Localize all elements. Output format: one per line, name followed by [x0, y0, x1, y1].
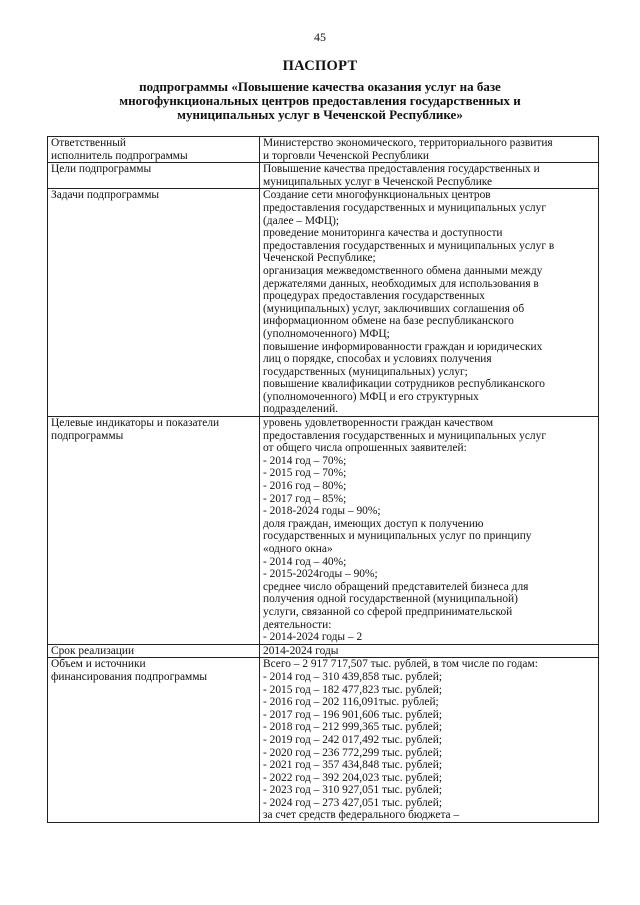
value-line: - 2014 год – 70%;	[263, 454, 347, 467]
row-label-cell	[48, 137, 260, 163]
value-line: Повышение качества предоставления государственных и	[263, 163, 540, 176]
value-line: информационном обмене на базе республиканского	[263, 315, 514, 328]
value-line: 2014-2024 годы	[263, 644, 339, 657]
value-line: - 2016 год – 80%;	[263, 480, 347, 493]
value-line: - 2022 год – 392 204,023 тыс. рублей;	[263, 771, 442, 784]
subtitle-line: многофункциональных центров предоставления государственных и	[119, 93, 521, 108]
row-value-cell	[260, 163, 599, 189]
row-value-cell	[260, 189, 599, 417]
value-line: доля граждан, имеющих доступ к получению	[263, 517, 484, 530]
row-value-cell	[260, 644, 599, 658]
label-line: исполнитель подпрограммы	[51, 149, 188, 162]
value-line: - 2018-2024 годы – 90%;	[263, 505, 381, 518]
value-line: среднее число обращений представителей бизнеса для	[263, 580, 529, 593]
value-line: процедурах предоставления государственных	[263, 290, 485, 303]
value-line: - 2020 год – 236 772,299 тыс. рублей;	[263, 746, 442, 759]
value-line: повышение квалификации сотрудников республиканского	[263, 378, 545, 391]
value-line: и торговли Чеченской Республики	[263, 149, 429, 162]
value-line: государственных (муниципальных) услуг;	[263, 365, 468, 378]
value-line: - 2017 год – 196 901,606 тыс. рублей;	[263, 708, 442, 721]
label-line: Ответственный	[51, 137, 127, 149]
label-line: Объем и источники	[51, 658, 146, 671]
value-line: (уполномоченного) МФЦ и его структурных	[263, 390, 479, 403]
value-line: от общего числа опрошенных заявителей:	[263, 442, 467, 455]
value-line: - 2021 год – 357 434,848 тыс. рублей;	[263, 759, 442, 772]
value-line: Создание сети многофункциональных центров	[263, 189, 491, 202]
table-row	[48, 417, 599, 645]
label-line: Срок реализации	[51, 644, 135, 657]
value-line: «одного окна»	[263, 543, 333, 555]
value-line: за счет средств федерального бюджета –	[263, 809, 460, 822]
document-title: ПАСПОРТ	[282, 58, 358, 74]
value-line: подразделений.	[263, 403, 339, 416]
value-line: предоставления государственных и муниципальных услуг	[263, 201, 546, 214]
value-line: (далее – МФЦ);	[263, 214, 340, 227]
row-value-cell	[260, 417, 599, 645]
subtitle-line: подпрограммы «Повышение качества оказания услуг на базе	[139, 79, 501, 94]
value-line: уровень удовлетворенности граждан качеством	[263, 417, 494, 430]
row-value-cell	[260, 658, 599, 823]
value-line: деятельности:	[263, 618, 332, 631]
value-line: проведение мониторинга качества и доступности	[263, 227, 503, 240]
value-line: (муниципальных) услуг, заключивших соглашения об	[263, 302, 525, 315]
value-line: - 2024 год – 273 427,051 тыс. рублей;	[263, 796, 442, 809]
row-label-cell	[48, 644, 260, 658]
row-label-cell	[48, 417, 260, 645]
table-row	[48, 137, 599, 163]
table-row	[48, 658, 599, 823]
page-number: 45	[314, 30, 326, 44]
table-row	[48, 163, 599, 189]
label-line: подпрограммы	[51, 429, 124, 442]
value-line: - 2015 год – 182 477,823 тыс. рублей;	[263, 683, 442, 696]
row-label-cell	[48, 658, 260, 823]
value-line: - 2016 год – 202 116,091тыс. рублей;	[263, 696, 439, 709]
table-row	[48, 189, 599, 417]
label-line: Целевые индикаторы и показатели	[51, 417, 220, 430]
label-line: финансирования подпрограммы	[51, 670, 208, 683]
value-line: муниципальных услуг в Чеченской Республике	[263, 175, 493, 188]
value-line: - 2014-2024 годы – 2	[263, 631, 363, 644]
value-line: - 2017 год – 85%;	[263, 492, 347, 505]
value-line: повышение информированности граждан и юридических	[263, 340, 543, 353]
value-line: получения одной государственной (муниципальной)	[263, 593, 518, 606]
value-line: - 2014 год – 310 439,858 тыс. рублей;	[263, 670, 442, 683]
passport-table	[47, 136, 599, 823]
value-line: - 2014 год – 40%;	[263, 555, 347, 568]
value-line: государственных и муниципальных услуг по принципу	[263, 530, 532, 543]
value-line: лиц о порядке, способах и условиях получения	[263, 353, 492, 366]
value-line: организация межведомственного обмена данными между	[263, 264, 543, 277]
table-row	[48, 644, 599, 658]
row-label-cell	[48, 189, 260, 417]
row-label-cell	[48, 163, 260, 189]
value-line: предоставления государственных и муниципальных услуг в	[263, 239, 555, 252]
value-line: держателями данных, необходимых для использования в	[263, 277, 539, 290]
value-line: - 2015 год – 70%;	[263, 467, 347, 480]
value-line: услуги, связанной со сферой предпринимательской	[263, 605, 513, 618]
label-line: Цели подпрограммы	[51, 163, 152, 176]
value-line: Министерство экономического, территориального развития	[263, 137, 553, 149]
value-line: Чеченской Республике;	[263, 252, 376, 265]
value-line: Всего – 2 917 717,507 тыс. рублей, в том числе по годам:	[263, 658, 538, 671]
value-line: - 2015-2024годы – 90%;	[263, 568, 378, 581]
label-line: Задачи подпрограммы	[51, 189, 160, 202]
value-line: - 2023 год – 310 927,051 тыс. рублей;	[263, 784, 442, 797]
document-subtitle	[60, 80, 580, 122]
value-line: - 2019 год – 242 017,492 тыс. рублей;	[263, 733, 442, 746]
row-value-cell	[260, 137, 599, 163]
value-line: предоставления государственных и муниципальных услуг	[263, 429, 546, 442]
value-line: - 2018 год – 212 999,365 тыс. рублей;	[263, 721, 442, 734]
subtitle-line: муниципальных услуг в Чеченской Республике»	[177, 107, 463, 122]
value-line: (уполномоченного) МФЦ;	[263, 327, 390, 340]
